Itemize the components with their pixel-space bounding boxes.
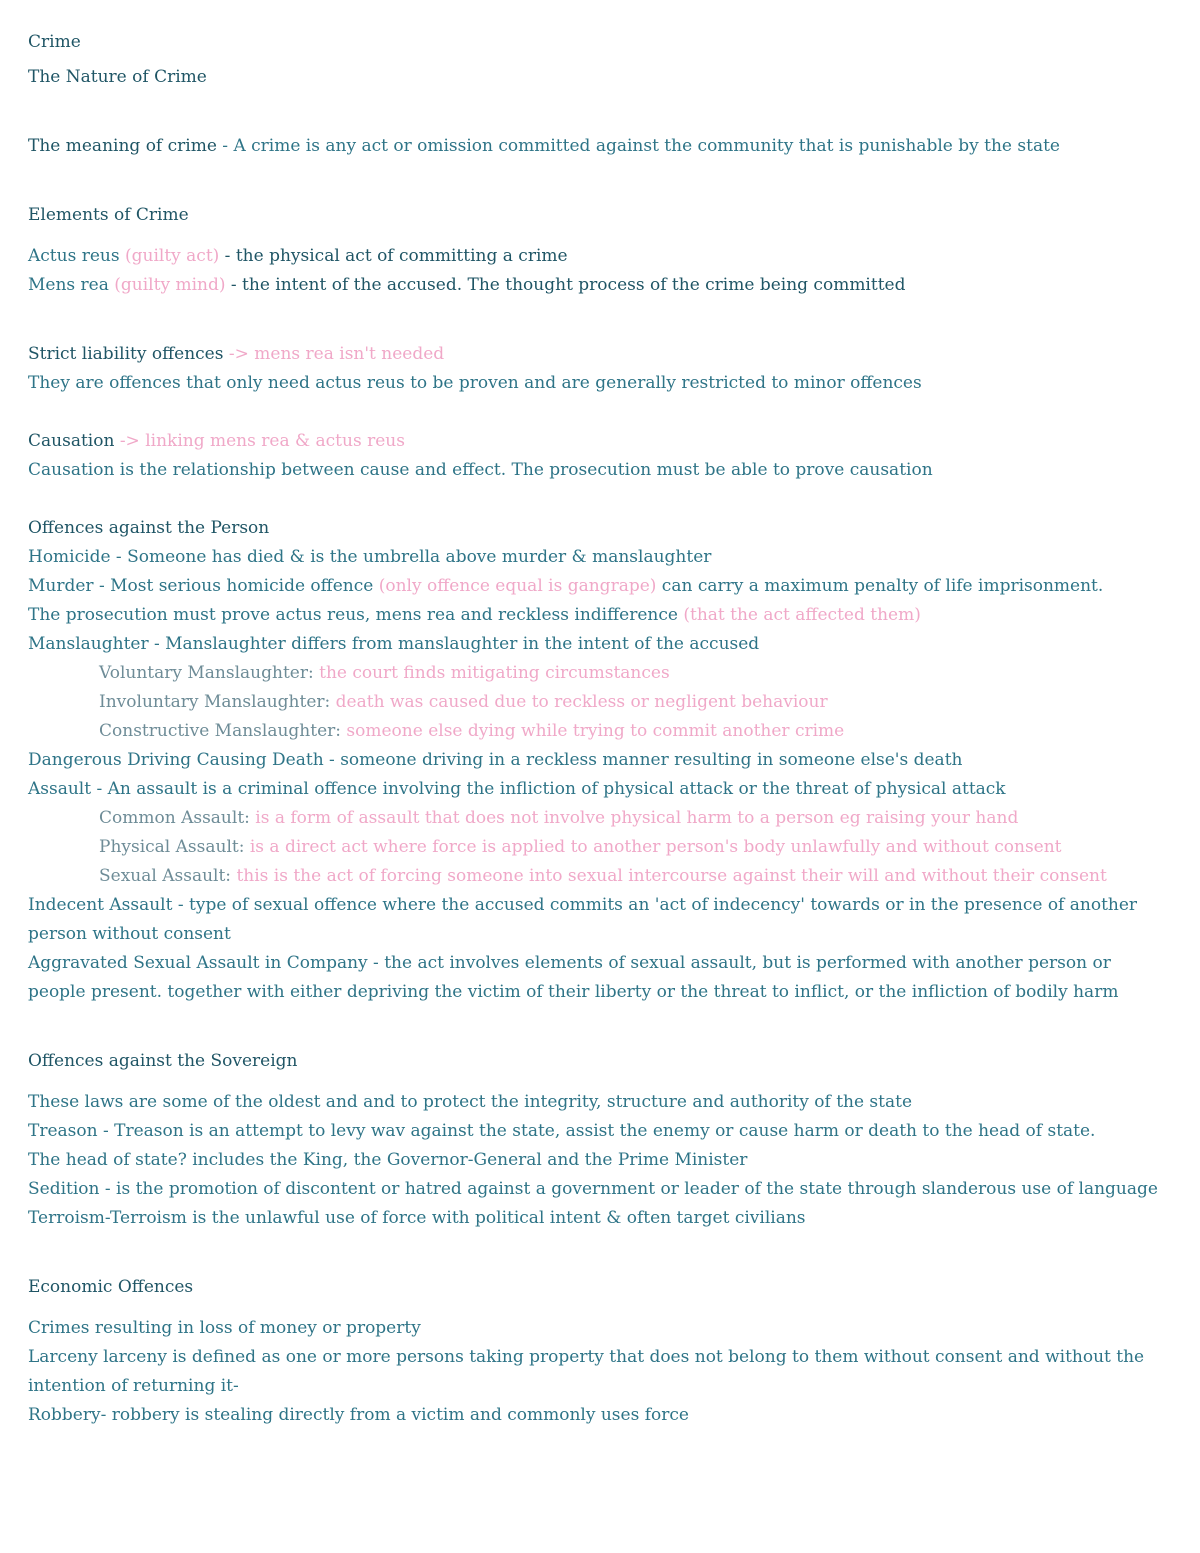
causation-text: Causation is the relationship between cause and effect. The prosecution must be able to prove causation	[28, 460, 933, 480]
elements-heading: Elements of Crime	[28, 205, 189, 225]
involuntary-label: Involuntary Manslaughter:	[99, 692, 336, 712]
common-label: Common Assault:	[99, 808, 256, 828]
prosecution-line	[28, 601, 1172, 630]
causation-heading	[28, 427, 1172, 456]
sovereign-heading: Offences against the Sovereign	[28, 1051, 298, 1071]
dangerous-driving-line: Dangerous Driving Causing Death - someone driving in a reckless manner resulting in someone else's death	[28, 750, 963, 770]
causation-note: -> linking mens rea & actus reus	[119, 431, 405, 451]
actus-text: - the physical act of committing a crime	[219, 246, 568, 266]
voluntary-label: Voluntary Manslaughter:	[99, 663, 320, 683]
strict-note: -> mens rea isn't needed	[228, 344, 445, 364]
voluntary-manslaughter-line	[28, 659, 1172, 688]
causation-label: Causation	[28, 431, 120, 451]
mens-rea-line	[28, 271, 1172, 300]
meaning-of-crime	[28, 132, 1172, 161]
doc-title: Crime	[28, 32, 81, 52]
robbery-line: Robbery- robbery is stealing directly from a victim and commonly uses force	[28, 1405, 689, 1425]
meaning-text: - A crime is any act or omission committed against the community that is punishable by the state	[216, 136, 1060, 156]
sexual-text: this is the act of forcing someone into sexual intercourse against their will and without their consent	[236, 866, 1107, 886]
involuntary-manslaughter-line	[28, 688, 1172, 717]
indecent-assault-line: Indecent Assault - type of sexual offence where the accused commits an 'act of indecency' towards or in the presence of another person without consent	[28, 895, 1138, 944]
sovereign-intro: These laws are some of the oldest and and to protect the integrity, structure and authority of the state	[28, 1092, 913, 1112]
murder-text-a: Murder - Most serious homicide offence	[28, 576, 379, 596]
strict-liability-heading	[28, 340, 1172, 369]
person-heading: Offences against the Person	[28, 518, 270, 538]
physical-assault-line	[28, 833, 1172, 862]
actus-note: (guilty act)	[124, 246, 220, 266]
actus-label: Actus reus	[28, 246, 125, 266]
sedition-line: Sedition - is the promotion of discontent or hatred against a government or leader of the state through slanderous use of language	[28, 1179, 1158, 1199]
treason-line: Treason - Treason is an attempt to levy wav against the state, assist the enemy or cause harm or death to the head of state.	[28, 1121, 1096, 1141]
murder-note: (only offence equal is gangrape)	[378, 576, 657, 596]
physical-text: is a direct act where force is applied to another person's body unlawfully and without consent	[249, 837, 1062, 857]
strict-label: Strict liability offences	[28, 344, 229, 364]
mens-label: Mens rea	[28, 275, 115, 295]
larceny-line: Larceny larceny is defined as one or more persons taking property that does not belong to them without consent and without the intention of returning it-	[28, 1347, 1145, 1396]
economic-heading: Economic Offences	[28, 1277, 194, 1297]
constructive-label: Constructive Manslaughter:	[99, 721, 347, 741]
constructive-manslaughter-line	[28, 717, 1172, 746]
physical-label: Physical Assault:	[99, 837, 250, 857]
murder-line	[28, 572, 1172, 601]
manslaughter-line: Manslaughter - Manslaughter differs from manslaughter in the intent of the accused	[28, 634, 760, 654]
homicide-line: Homicide - Someone has died & is the umbrella above murder & manslaughter	[28, 547, 712, 567]
terrorism-line: Terroism-Terroism is the unlawful use of force with political intent & often target civilians	[28, 1208, 806, 1228]
constructive-text: someone else dying while trying to commit another crime	[346, 721, 845, 741]
economic-intro: Crimes resulting in loss of money or property	[28, 1318, 421, 1338]
involuntary-text: death was caused due to reckless or negligent behaviour	[335, 692, 828, 712]
prosecution-text: The prosecution must prove actus reus, mens rea and reckless indifference	[28, 605, 684, 625]
murder-text-b: can carry a maximum penalty of life imprisonment.	[656, 576, 1104, 596]
prosecution-note: (that the act affected them)	[683, 605, 921, 625]
mens-note: (guilty mind)	[114, 275, 226, 295]
meaning-label: The meaning of crime	[28, 136, 217, 156]
head-of-state-line: The head of state? includes the King, the Governor-General and the Prime Minister	[28, 1150, 748, 1170]
sexual-label: Sexual Assault:	[99, 866, 237, 886]
doc-subtitle: The Nature of Crime	[28, 67, 207, 87]
assault-line: Assault - An assault is a criminal offence involving the infliction of physical attack or the threat of physical attack	[28, 779, 1006, 799]
actus-reus-line	[28, 242, 1172, 271]
sexual-assault-line	[28, 862, 1172, 891]
mens-text: - the intent of the accused. The thought process of the crime being committed	[225, 275, 906, 295]
common-text: is a form of assault that does not involve physical harm to a person eg raising your hand	[255, 808, 1019, 828]
voluntary-text: the court finds mitigating circumstances	[319, 663, 670, 683]
strict-text: They are offences that only need actus reus to be proven and are generally restricted to minor offences	[28, 373, 922, 393]
aggravated-assault-line: Aggravated Sexual Assault in Company - the act involves elements of sexual assault, but is performed with another person or people present. together with either depriving the victim of their liberty or the threat to inflict, or the infliction of bodily harm	[28, 953, 1119, 1002]
common-assault-line	[28, 804, 1172, 833]
